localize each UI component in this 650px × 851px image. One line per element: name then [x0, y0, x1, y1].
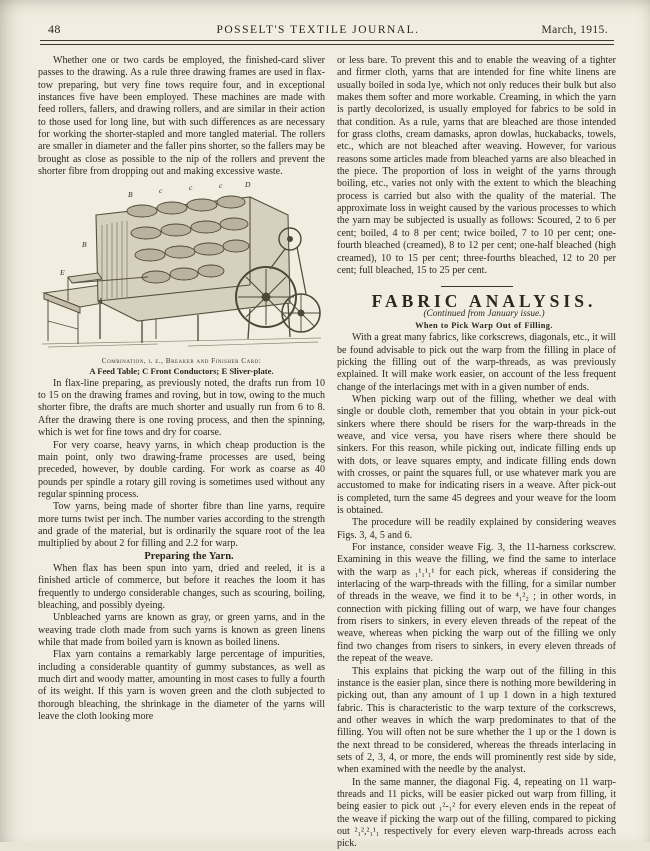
figure-label-a: A [98, 296, 103, 306]
figure-label-b-side: B [82, 240, 87, 250]
paragraph: Tow yarns, being made of shorter fibre than line yarns, require more turns twist per inch. The number varies according to the strength and grade of the material, but is ordinarily the square root of the lea multiplied by about 2 for filling and 2.2 for warp. [38, 501, 325, 550]
figure-label-e: E [60, 268, 65, 278]
figure-caption [38, 356, 325, 376]
paragraph: For instance, consider weave Fig. 3, the 11-harness corkscrew. Examining in this weave the filling, we find the same to interlace with the warp as ₁¹₁¹₁¹ for each pick, whereas if considering the interlacing of the warp-threads with the filling, for a similar number of threads in the weave, we find it to be ⁴₁²₂ ; in other words, in connection with picking filling out of warp, we have four changes from risers to sinkers, in every eleven threads of the repeat of the weave, whereas when picking the warp out of the filling we only find two changes from risers to sinkers, in every eleven threads of the repeat of the weave. [337, 542, 616, 665]
article-title: FABRIC ANALYSIS. [371, 291, 597, 312]
header-rule [40, 40, 614, 45]
figure-label-d: D [245, 181, 251, 190]
paragraph: In the same manner, the diagonal Fig. 4, repeating on 11 warp-threads and 11 picks, will be easier picked out warp from filling, it being easier to pick out ₁²-₁² for every eleven ends in the repeat of the weave if picking the warp out of the filling, compared to picking out ²₁²,²₁¹₁ respectively for every eleven warp-threads across each pick. [337, 776, 616, 850]
figure-label-c2: c [189, 183, 193, 193]
two-column-body [38, 55, 616, 851]
article-section-heading: When to Pick Warp Out of Filling. [415, 320, 553, 330]
paragraph: This explains that picking the warp out of the filling in this instance is the easier plan, since there is nothing more bewildering in picking out, than any amount of 1 up 1 down in a high textured fabric. This is characteristic to the warp texture of the corkscrews, and other weaves in which the warp predominates to that of the filling. You will often not be sure whether the 1 up or the 1 down is the next thread to be considered, whereas the threads interlacing in sets of 2, 3, 4, or more, the ends will prominently rest side by side, when examined with the needle by the analyst. [337, 665, 616, 776]
paragraph: When picking warp out of the filling, whether we deal with single or double cloth, remember that you obtain in your pick-out sinkers where there should be risers for the warp-threads in the weave, and vice versa, you have risers where there should be sinkers. For this reason, while picking out, indicate filling ends up with dots, or leave squares empty, and indicate filling ends down with crosses, or paint the squares full, or use whatever mark you are accustomed to make for indicating risers in a weave. After pick-out is completed, turn the same 45 degrees and your weave for the loom is obtained. [337, 393, 616, 517]
paragraph: In flax-line preparing, as previously noted, the drafts run from 10 to 15 on the drawing frames and roving, but in tow, owing to the much shorter fibre, the drafts are much shorter and usually run from 6 to 8. After the drawing there is one roving process, and then the spinning, which is wet for fine tows and dry for coarse. [38, 377, 325, 439]
paragraph: For very coarse, heavy yarns, in which cheap production is the main point, only two drawing-frame processes are used, being preceded, however, by double carding. For work as coarse as 40 pounds per spindle a rotary gill roving is sometimes used without any regular spinning process. [38, 439, 325, 500]
paragraph: Flax yarn contains a remarkably large percentage of impurities, including a considerable quantity of gummy substances, as well as much dirt and woody matter, amounting in most cases to fully a fourth of its weight. If this yarn is woven green and the cloth subjected to thorough bleaching, the shrinkage in the diameter of the yarns will leave the cloth looking more [38, 649, 325, 723]
paragraph: Whether one or two cards be employed, the finished-card sliver passes to the drawing. As a rule three drawing frames are used in flax-tow preparing, but very fine tows require four, and in exceptional instances five have been employed. These machines are made with feed rollers, fallers, and drawing rollers, and are similar in their action to those used for long line, but with such differences as are necessary for working the shorter-stapled and more tangled material. The rollers are smaller in diameter and the faller pins shorter, so the fallers may be brought as close as possible to the nip of the rollers and prevent the shorter fibre from dropping out and making excessive waste. [38, 55, 325, 178]
figure-caption-key: A Feed Table; C Front Conductors; E Sliver-plate. [89, 365, 274, 376]
section-heading-preparing-the-yarn: Preparing the Yarn. [144, 550, 234, 562]
issue-date: March, 1915. [541, 24, 608, 36]
article-subtitle: (Continued from January issue.) [423, 308, 545, 319]
figure-carding-machine [38, 181, 325, 375]
journal-title: POSSELT'S TEXTILE JOURNAL. [216, 24, 420, 36]
paragraph: When flax has been spun into yarn, dried and reeled, it is a finished article of commerce, but before it reaches the loom it has frequently to undergo considerable changes, such as scouring, boiling, bleaching, and possibly dyeing. [38, 562, 325, 611]
paragraph: Unbleached yarns are known as gray, or green yarns, and in the weaving trade cloth made from such yarns is known as green linens while that made from boiled yarn is known as boiled linens. [38, 612, 325, 648]
running-head [38, 22, 616, 40]
figure-caption-title: Combination, i. e., Breaker and Finisher Card: [101, 355, 262, 365]
carding-machine-engraving [38, 181, 325, 349]
paragraph: The procedure will be readily explained by considering weaves Figs. 3, 4, 5 and 6. [337, 517, 616, 541]
figure-label-c1: c [159, 186, 163, 196]
page-number: 48 [48, 22, 61, 36]
right-column [337, 55, 616, 851]
figure-label-b-top: B [128, 190, 133, 200]
paragraph: With a great many fabrics, like corkscrews, diagonals, etc., it will be found advisable to pick out the warp from the filling in place of picking the filling out of the warp-threads, as was previously explained. It will make work easier, on account of the less frequent change of the interlacings met with in a given number of ends. [337, 332, 617, 393]
article-divider [441, 286, 513, 287]
paragraph: or less bare. To prevent this and to enable the weaving of a tighter and firmer cloth, yarns that are intended for fine white linens are usually boiled in soda lye, which not only reduces their bulk but also makes them softer and more workable. Creaming, in which the yarn is partly decolorized, is usually employed for fabrics to be sold in that condition. As a rule, yarns that are bleached are those intended for grass cloths, cream damasks, apron dowlas, huckabacks, towels, etc., which are not bleached after weaving. However, for various reasons some articles made from bleached yarns are also bleached in the piece. The proportion of loss in weight of the yarns through boiling, etc., varies not only with the extent to which the bleaching process is carried but also with the quality of the material. The approximate loss in weight caused by the various processes to which the yarn may be subjected is usually as follows: Scoured, 2 to 6 per cent; boiled, 4 to 8 per cent; twice boiled, 7 to 10 per cent; one-fourth bleached (creamed), 8 to 12 per cent; one-half bleached (high creamed), 10 to 15 per cent; three-fourths bleached, 12 to 20 per cent; full bleached, 15 to 25 per cent. [337, 55, 616, 276]
left-column [38, 55, 325, 851]
figure-label-c3: c [219, 181, 223, 191]
